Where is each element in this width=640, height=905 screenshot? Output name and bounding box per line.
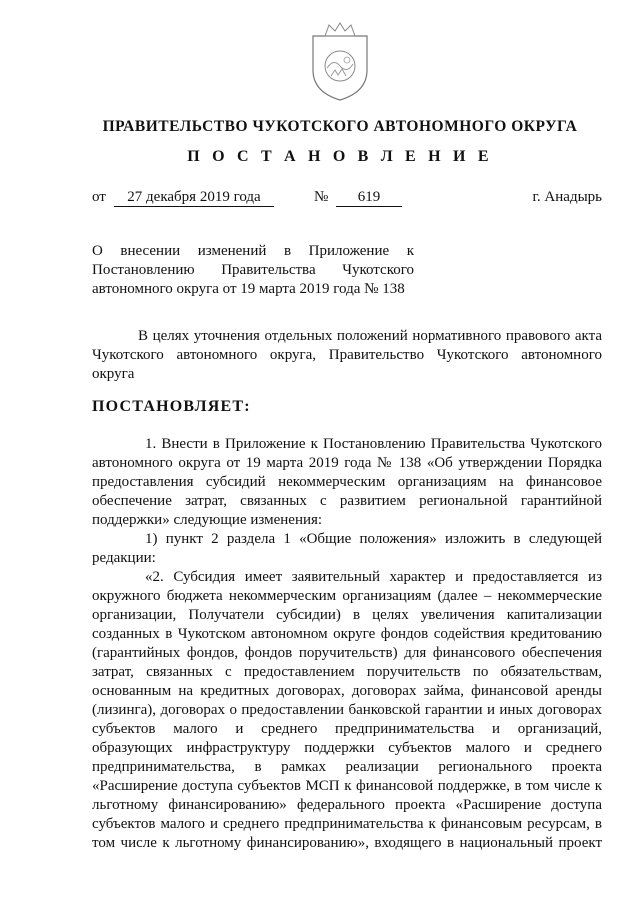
text-line: субъектов малого и среднего предпринимательства и организаций, bbox=[92, 721, 602, 737]
item-1-text bbox=[92, 435, 602, 853]
text-line: 1. Внести в Приложение к Постановлению Правительства Чукотского bbox=[145, 436, 602, 452]
document-date: 27 декабря 2019 года bbox=[114, 189, 274, 207]
text-line: (лизинга), договорах о предоставлении банковской гарантии и иных договорах bbox=[92, 702, 602, 718]
text-line: «2. Субсидия имеет заявительный характер и предоставляется из bbox=[145, 569, 602, 585]
subject-line: О внесении изменений в Приложение к bbox=[92, 243, 414, 259]
coat-of-arms-emblem bbox=[307, 22, 373, 104]
number-prefix: № bbox=[314, 189, 329, 205]
subject-block bbox=[92, 242, 414, 299]
text-line: «Расширение доступа субъектов МСП к финансовой поддержке, в том числе к bbox=[92, 778, 602, 794]
text-line: созданных в Чукотском автономном округе фондов содействия кредитованию bbox=[92, 626, 602, 642]
place: г. Анадырь bbox=[532, 189, 602, 205]
text-line: основанным на кредитных договорах, договорах займа, финансовой аренды bbox=[92, 683, 602, 699]
text-line: затрат, связанных с предоставлением поручительств по обязательствам, bbox=[92, 664, 602, 680]
subject-line: Постановлению Правительства Чукотского bbox=[92, 262, 414, 278]
text-line: субъектов малого и среднего предпринимательства к финансовым ресурсам, в bbox=[92, 816, 602, 832]
preamble-line: В целях уточнения отдельных положений нормативного правового акта bbox=[138, 328, 602, 344]
text-line: том числе к льготному финансированию», входящего в национальный проект bbox=[92, 835, 602, 851]
date-number-line bbox=[92, 189, 602, 209]
preamble-line: округа bbox=[92, 366, 135, 382]
text-line: льготному финансированию» федерального проекта «Расширение доступа bbox=[92, 797, 602, 813]
preamble-line: Чукотского автономного округа, Правительство Чукотского автономного bbox=[92, 347, 602, 363]
text-line: предоставления субсидий некоммерческим организациям на финансовое bbox=[92, 474, 602, 490]
text-line: организации, Получатели субсидии) в целях увеличения капитализации bbox=[92, 607, 602, 623]
preamble bbox=[92, 327, 602, 384]
text-line: образующих инфраструктуру поддержки субъектов малого и среднего bbox=[92, 740, 602, 756]
text-line: предпринимательства, в рамках реализации регионального проекта bbox=[92, 759, 602, 775]
document-type-title: П О С Т А Н О В Л Е Н И Е bbox=[187, 148, 493, 165]
text-line: окружного бюджета некоммерческим организациям (далее – некоммерческие bbox=[92, 588, 602, 604]
text-line: редакции: bbox=[92, 550, 156, 566]
document-number: 619 bbox=[336, 189, 402, 207]
text-line: обеспечение затрат, связанных с развитием региональной гарантийной bbox=[92, 493, 602, 509]
resolves-heading: ПОСТАНОВЛЯЕТ: bbox=[92, 398, 251, 415]
text-line: автономного округа от 19 марта 2019 года № 138 «Об утверждении Порядка bbox=[92, 455, 602, 471]
text-line: 1) пункт 2 раздела 1 «Общие положения» изложить в следующей bbox=[145, 531, 602, 547]
government-name: ПРАВИТЕЛЬСТВО ЧУКОТСКОГО АВТОНОМНОГО ОКРУГА bbox=[102, 118, 578, 135]
subject-line: автономного округа от 19 марта 2019 года № 138 bbox=[92, 281, 405, 297]
text-line: (гарантийных фондов, фондов поручительств) для финансового обеспечения bbox=[92, 645, 602, 661]
text-line: поддержки» следующие изменения: bbox=[92, 512, 323, 528]
date-prefix: от bbox=[92, 189, 106, 205]
